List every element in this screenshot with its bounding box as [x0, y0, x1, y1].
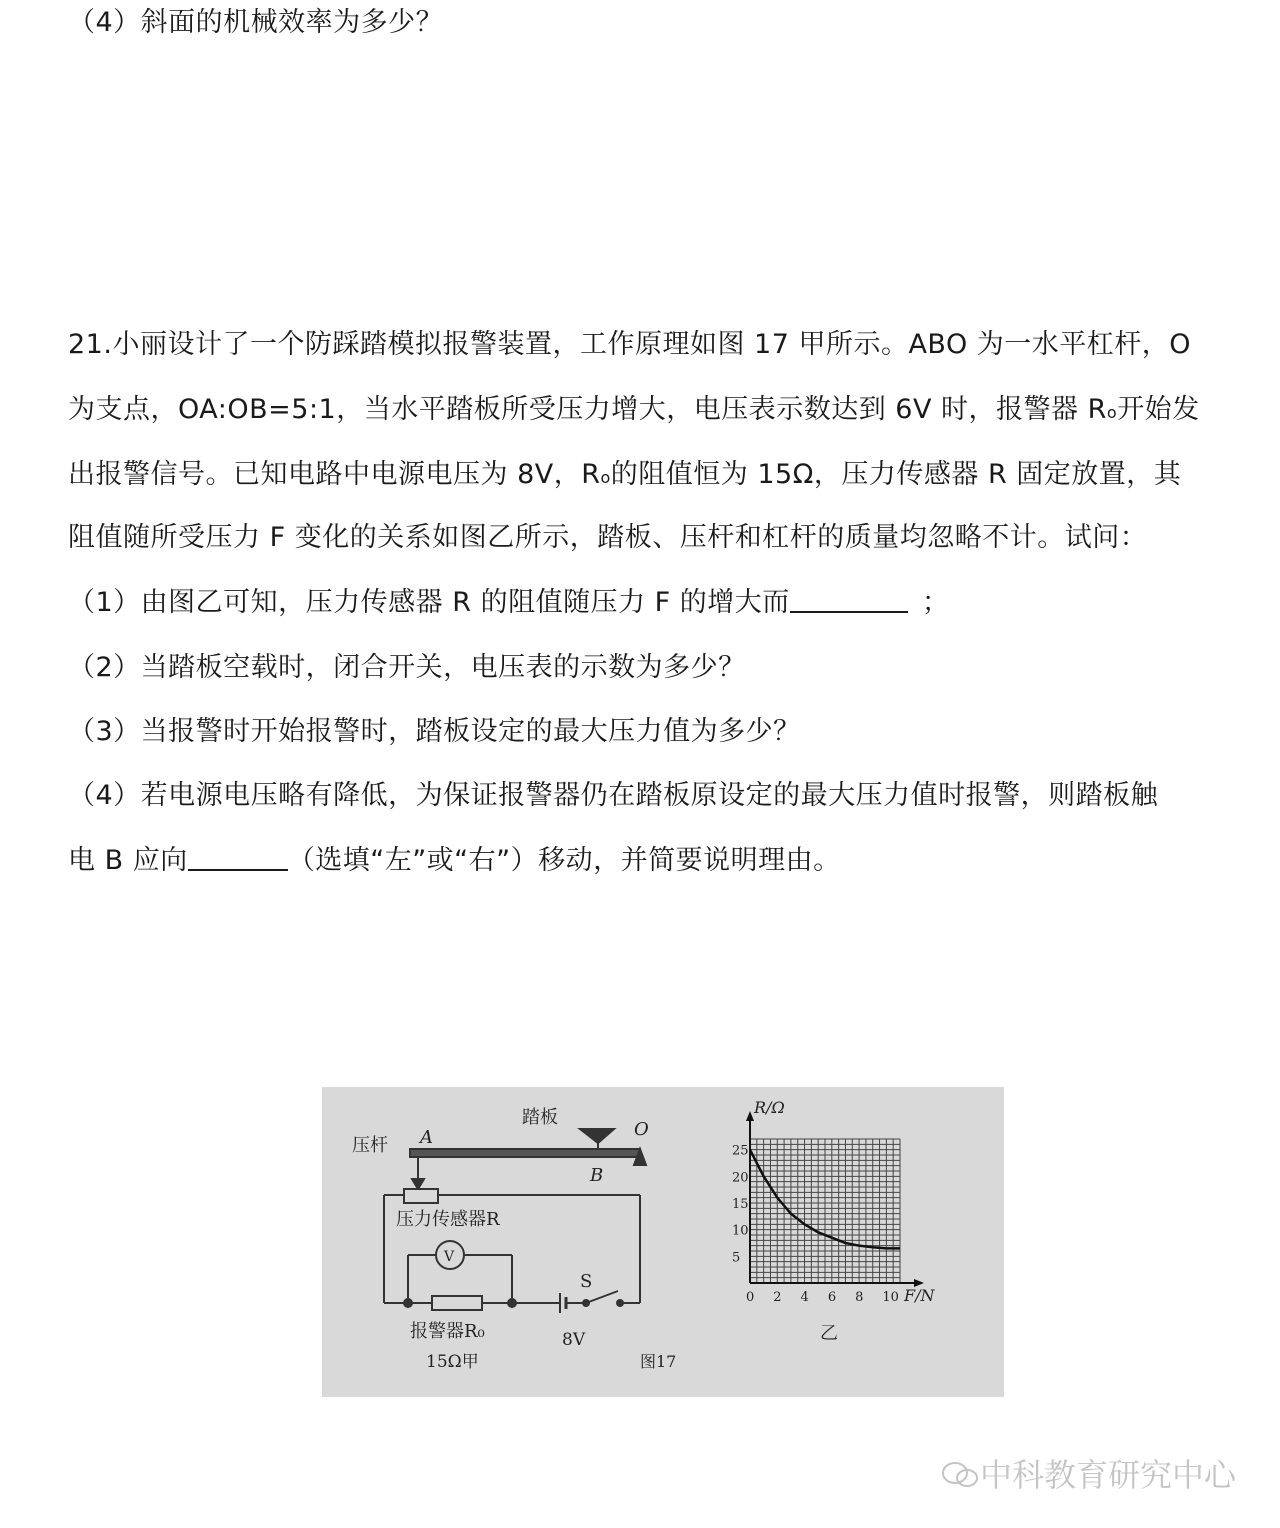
y-axis-arrow — [746, 1111, 754, 1121]
y-tick-label: 5 — [732, 1250, 741, 1266]
sensor-resistor — [404, 1189, 438, 1203]
switch-blade — [586, 1291, 618, 1303]
q21-part3: （3）当报警时开始报警时，踏板设定的最大压力值为多少？ — [68, 716, 801, 747]
figure-caption: 图17 — [640, 1352, 677, 1371]
wechat-icon — [940, 1460, 980, 1490]
label-voltmeter: V — [444, 1249, 455, 1265]
label-sensor: 压力传感器R — [396, 1209, 500, 1230]
answer-blank-1[interactable] — [790, 583, 908, 613]
q21-line3 — [68, 455, 1181, 498]
x-tick-label: 8 — [855, 1290, 864, 1305]
q21-line2-text-b: 开始发 — [1117, 394, 1200, 425]
handwritten-15: 15Ω甲 — [426, 1352, 479, 1372]
answer-blank-2[interactable] — [188, 841, 288, 871]
figure-17-svg — [322, 1087, 1004, 1397]
q21-line2-text-a: 为支点，OA:OB=5:1，当水平踏板所受压力增大，电压表示数达到 6V 时，报警器 R — [68, 394, 1107, 425]
y-tick-label: 20 — [732, 1170, 749, 1186]
q21-part4-cont — [68, 841, 841, 881]
junction-left — [404, 1299, 412, 1307]
x-tick-label: 10 — [882, 1290, 899, 1305]
x-tick-label: 0 — [746, 1290, 755, 1305]
x-tick-label: 6 — [827, 1290, 837, 1305]
label-taban: 踏板 — [522, 1107, 558, 1128]
figure-17 — [322, 1087, 1004, 1397]
watermark — [940, 1450, 1236, 1496]
q21-line2-sub: o — [1106, 403, 1118, 422]
pedal-icon — [580, 1129, 614, 1143]
q21-part1-end: ； — [921, 587, 950, 618]
x-tick-label: 2 — [773, 1290, 782, 1305]
q21-part4: （4）若电源电压略有降低，为保证报警器仍在踏板原设定的最大压力值时报警，则踏板触 — [68, 780, 1159, 811]
junction-right — [508, 1299, 516, 1307]
y-tick-label: 25 — [732, 1143, 749, 1159]
q21-line3-text-a: 出报警信号。已知电路中电源电压为 8V，R — [68, 459, 601, 490]
graph-xlabel: F/N — [904, 1286, 935, 1305]
graph-sublabel: 乙 — [820, 1323, 838, 1344]
q21-part1 — [68, 583, 949, 623]
q20-part4: （4）斜面的机械效率为多少？ — [68, 7, 444, 38]
q21-part4-cont-a: 电 B 应向 — [68, 845, 188, 876]
label-alarm: 报警器R₀ — [410, 1321, 485, 1342]
q21-part2: （2）当踏板空载时，闭合开关，电压表的示数为多少？ — [68, 652, 746, 683]
q21-line2 — [68, 390, 1200, 433]
y-tick-label: 10 — [732, 1223, 749, 1239]
x-tick-label: 4 — [800, 1290, 809, 1305]
q21-part1-text: （1）由图乙可知，压力传感器 R 的阻值随压力 F 的增大而 — [68, 587, 790, 618]
q21-line3-sub: o — [600, 468, 611, 487]
q21-line3-text-b: 的阻值恒为 15Ω，压力传感器 R 固定放置，其 — [610, 459, 1182, 490]
label-yagan: 压杆 — [352, 1135, 388, 1156]
graph-ylabel: R/Ω — [754, 1098, 785, 1117]
q21-line1: 21.小丽设计了一个防踩踏模拟报警装置，工作原理如图 17 甲所示。ABO 为一水平杠杆，O — [68, 329, 1192, 360]
label-S: S — [580, 1271, 593, 1292]
q21-part4-cont-b: （选填“左”或“右”）移动，并简要说明理由。 — [287, 845, 841, 876]
label-O: O — [634, 1119, 649, 1140]
y-tick-label: 15 — [732, 1197, 749, 1212]
watermark-text: 中科教育研究中心 — [980, 1456, 1237, 1494]
lever-bar — [410, 1149, 640, 1157]
graph-yi — [732, 1111, 924, 1305]
label-A: A — [420, 1127, 433, 1148]
alarm-resistor — [432, 1296, 482, 1310]
label-B: B — [590, 1165, 604, 1186]
handwritten-8v: 8V — [562, 1330, 586, 1350]
press-rod-arrow — [412, 1179, 424, 1189]
q21-line4: 阻值随所受压力 F 变化的关系如图乙所示，踏板、压杆和杠杆的质量均忽略不计。试问： — [68, 522, 1148, 553]
